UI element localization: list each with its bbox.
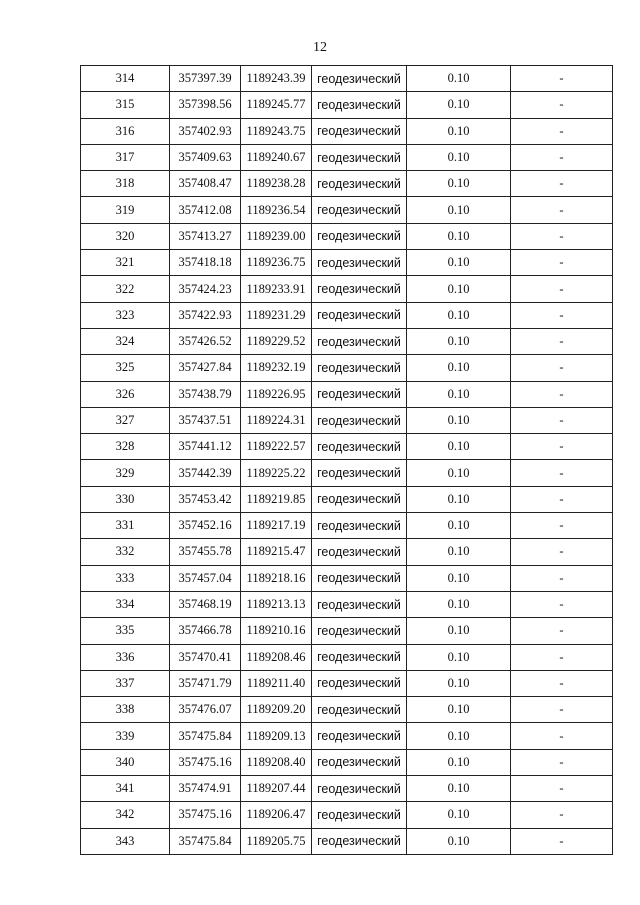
method-cell: геодезический	[312, 250, 407, 276]
accuracy-cell: 0.10	[407, 749, 511, 775]
accuracy-cell: 0.10	[407, 486, 511, 512]
table-row	[81, 618, 613, 644]
note-cell: -	[511, 539, 613, 565]
note-cell: -	[511, 644, 613, 670]
point-number-cell: 340	[81, 749, 170, 775]
note-cell: -	[511, 723, 613, 749]
note-cell: -	[511, 144, 613, 170]
table-row	[81, 197, 613, 223]
y-coordinate-cell: 1189238.28	[241, 171, 312, 197]
note-cell: -	[511, 92, 613, 118]
table-row	[81, 171, 613, 197]
y-coordinate-cell: 1189231.29	[241, 302, 312, 328]
accuracy-cell: 0.10	[407, 250, 511, 276]
method-cell: геодезический	[312, 407, 407, 433]
accuracy-cell: 0.10	[407, 328, 511, 354]
method-cell: геодезический	[312, 749, 407, 775]
note-cell: -	[511, 434, 613, 460]
y-coordinate-cell: 1189239.00	[241, 223, 312, 249]
x-coordinate-cell: 357441.12	[170, 434, 241, 460]
y-coordinate-cell: 1189213.13	[241, 591, 312, 617]
y-coordinate-cell: 1189205.75	[241, 828, 312, 854]
accuracy-cell: 0.10	[407, 828, 511, 854]
accuracy-cell: 0.10	[407, 381, 511, 407]
y-coordinate-cell: 1189210.16	[241, 618, 312, 644]
accuracy-cell: 0.10	[407, 355, 511, 381]
table-row	[81, 144, 613, 170]
x-coordinate-cell: 357438.79	[170, 381, 241, 407]
y-coordinate-cell: 1189243.75	[241, 118, 312, 144]
accuracy-cell: 0.10	[407, 66, 511, 92]
x-coordinate-cell: 357475.16	[170, 802, 241, 828]
method-cell: геодезический	[312, 434, 407, 460]
x-coordinate-cell: 357453.42	[170, 486, 241, 512]
point-number-cell: 335	[81, 618, 170, 644]
method-cell: геодезический	[312, 539, 407, 565]
method-cell: геодезический	[312, 144, 407, 170]
note-cell: -	[511, 302, 613, 328]
note-cell: -	[511, 171, 613, 197]
y-coordinate-cell: 1189209.20	[241, 697, 312, 723]
x-coordinate-cell: 357442.39	[170, 460, 241, 486]
y-coordinate-cell: 1189209.13	[241, 723, 312, 749]
note-cell: -	[511, 66, 613, 92]
y-coordinate-cell: 1189211.40	[241, 670, 312, 696]
method-cell: геодезический	[312, 171, 407, 197]
y-coordinate-cell: 1189240.67	[241, 144, 312, 170]
point-number-cell: 343	[81, 828, 170, 854]
point-number-cell: 341	[81, 776, 170, 802]
accuracy-cell: 0.10	[407, 144, 511, 170]
x-coordinate-cell: 357471.79	[170, 670, 241, 696]
table-row	[81, 355, 613, 381]
note-cell: -	[511, 460, 613, 486]
accuracy-cell: 0.10	[407, 197, 511, 223]
x-coordinate-cell: 357408.47	[170, 171, 241, 197]
point-number-cell: 318	[81, 171, 170, 197]
x-coordinate-cell: 357457.04	[170, 565, 241, 591]
table-row	[81, 697, 613, 723]
table-row	[81, 118, 613, 144]
coordinates-table-body	[81, 66, 613, 855]
method-cell: геодезический	[312, 565, 407, 591]
method-cell: геодезический	[312, 618, 407, 644]
y-coordinate-cell: 1189243.39	[241, 66, 312, 92]
note-cell: -	[511, 276, 613, 302]
table-row	[81, 434, 613, 460]
point-number-cell: 316	[81, 118, 170, 144]
x-coordinate-cell: 357455.78	[170, 539, 241, 565]
point-number-cell: 327	[81, 407, 170, 433]
note-cell: -	[511, 328, 613, 354]
point-number-cell: 336	[81, 644, 170, 670]
accuracy-cell: 0.10	[407, 407, 511, 433]
accuracy-cell: 0.10	[407, 618, 511, 644]
x-coordinate-cell: 357475.84	[170, 828, 241, 854]
y-coordinate-cell: 1189224.31	[241, 407, 312, 433]
note-cell: -	[511, 697, 613, 723]
accuracy-cell: 0.10	[407, 92, 511, 118]
accuracy-cell: 0.10	[407, 223, 511, 249]
method-cell: геодезический	[312, 66, 407, 92]
x-coordinate-cell: 357412.08	[170, 197, 241, 223]
point-number-cell: 342	[81, 802, 170, 828]
table-row	[81, 828, 613, 854]
table-row	[81, 223, 613, 249]
table-row	[81, 328, 613, 354]
table-row	[81, 407, 613, 433]
y-coordinate-cell: 1189229.52	[241, 328, 312, 354]
table-row	[81, 670, 613, 696]
table-row	[81, 460, 613, 486]
table-row	[81, 776, 613, 802]
point-number-cell: 329	[81, 460, 170, 486]
x-coordinate-cell: 357470.41	[170, 644, 241, 670]
accuracy-cell: 0.10	[407, 670, 511, 696]
table-row	[81, 539, 613, 565]
y-coordinate-cell: 1189206.47	[241, 802, 312, 828]
y-coordinate-cell: 1189219.85	[241, 486, 312, 512]
x-coordinate-cell: 357402.93	[170, 118, 241, 144]
note-cell: -	[511, 513, 613, 539]
table-row	[81, 644, 613, 670]
x-coordinate-cell: 357413.27	[170, 223, 241, 249]
coordinates-table	[80, 65, 613, 855]
accuracy-cell: 0.10	[407, 460, 511, 486]
note-cell: -	[511, 223, 613, 249]
x-coordinate-cell: 357476.07	[170, 697, 241, 723]
accuracy-cell: 0.10	[407, 802, 511, 828]
accuracy-cell: 0.10	[407, 539, 511, 565]
method-cell: геодезический	[312, 591, 407, 617]
point-number-cell: 317	[81, 144, 170, 170]
y-coordinate-cell: 1189207.44	[241, 776, 312, 802]
accuracy-cell: 0.10	[407, 513, 511, 539]
table-row	[81, 302, 613, 328]
y-coordinate-cell: 1189233.91	[241, 276, 312, 302]
note-cell: -	[511, 355, 613, 381]
x-coordinate-cell: 357468.19	[170, 591, 241, 617]
method-cell: геодезический	[312, 355, 407, 381]
y-coordinate-cell: 1189208.40	[241, 749, 312, 775]
y-coordinate-cell: 1189236.75	[241, 250, 312, 276]
table-row	[81, 802, 613, 828]
method-cell: геодезический	[312, 723, 407, 749]
method-cell: геодезический	[312, 302, 407, 328]
note-cell: -	[511, 250, 613, 276]
method-cell: геодезический	[312, 776, 407, 802]
table-row	[81, 381, 613, 407]
point-number-cell: 337	[81, 670, 170, 696]
y-coordinate-cell: 1189245.77	[241, 92, 312, 118]
point-number-cell: 323	[81, 302, 170, 328]
method-cell: геодезический	[312, 513, 407, 539]
note-cell: -	[511, 828, 613, 854]
x-coordinate-cell: 357422.93	[170, 302, 241, 328]
note-cell: -	[511, 486, 613, 512]
method-cell: геодезический	[312, 276, 407, 302]
method-cell: геодезический	[312, 118, 407, 144]
point-number-cell: 332	[81, 539, 170, 565]
note-cell: -	[511, 381, 613, 407]
point-number-cell: 325	[81, 355, 170, 381]
method-cell: геодезический	[312, 802, 407, 828]
point-number-cell: 320	[81, 223, 170, 249]
point-number-cell: 330	[81, 486, 170, 512]
accuracy-cell: 0.10	[407, 591, 511, 617]
point-number-cell: 322	[81, 276, 170, 302]
y-coordinate-cell: 1189232.19	[241, 355, 312, 381]
note-cell: -	[511, 802, 613, 828]
y-coordinate-cell: 1189225.22	[241, 460, 312, 486]
x-coordinate-cell: 357409.63	[170, 144, 241, 170]
x-coordinate-cell: 357397.39	[170, 66, 241, 92]
point-number-cell: 339	[81, 723, 170, 749]
table-row	[81, 276, 613, 302]
y-coordinate-cell: 1189208.46	[241, 644, 312, 670]
accuracy-cell: 0.10	[407, 434, 511, 460]
note-cell: -	[511, 197, 613, 223]
x-coordinate-cell: 357466.78	[170, 618, 241, 644]
x-coordinate-cell: 357427.84	[170, 355, 241, 381]
table-row	[81, 250, 613, 276]
accuracy-cell: 0.10	[407, 697, 511, 723]
x-coordinate-cell: 357452.16	[170, 513, 241, 539]
accuracy-cell: 0.10	[407, 565, 511, 591]
note-cell: -	[511, 749, 613, 775]
point-number-cell: 333	[81, 565, 170, 591]
point-number-cell: 328	[81, 434, 170, 460]
table-row	[81, 92, 613, 118]
method-cell: геодезический	[312, 92, 407, 118]
table-row	[81, 565, 613, 591]
accuracy-cell: 0.10	[407, 302, 511, 328]
point-number-cell: 321	[81, 250, 170, 276]
method-cell: геодезический	[312, 381, 407, 407]
method-cell: геодезический	[312, 644, 407, 670]
method-cell: геодезический	[312, 670, 407, 696]
method-cell: геодезический	[312, 223, 407, 249]
point-number-cell: 334	[81, 591, 170, 617]
point-number-cell: 331	[81, 513, 170, 539]
note-cell: -	[511, 776, 613, 802]
x-coordinate-cell: 357475.16	[170, 749, 241, 775]
point-number-cell: 326	[81, 381, 170, 407]
accuracy-cell: 0.10	[407, 276, 511, 302]
page-number: 12	[313, 40, 327, 55]
table-row	[81, 749, 613, 775]
method-cell: геодезический	[312, 828, 407, 854]
note-cell: -	[511, 565, 613, 591]
table-row	[81, 66, 613, 92]
method-cell: геодезический	[312, 486, 407, 512]
table-row	[81, 486, 613, 512]
x-coordinate-cell: 357437.51	[170, 407, 241, 433]
accuracy-cell: 0.10	[407, 723, 511, 749]
point-number-cell: 319	[81, 197, 170, 223]
y-coordinate-cell: 1189218.16	[241, 565, 312, 591]
accuracy-cell: 0.10	[407, 644, 511, 670]
table-row	[81, 513, 613, 539]
point-number-cell: 315	[81, 92, 170, 118]
x-coordinate-cell: 357475.84	[170, 723, 241, 749]
x-coordinate-cell: 357426.52	[170, 328, 241, 354]
point-number-cell: 338	[81, 697, 170, 723]
method-cell: геодезический	[312, 460, 407, 486]
note-cell: -	[511, 118, 613, 144]
point-number-cell: 324	[81, 328, 170, 354]
method-cell: геодезический	[312, 328, 407, 354]
accuracy-cell: 0.10	[407, 118, 511, 144]
method-cell: геодезический	[312, 697, 407, 723]
method-cell: геодезический	[312, 197, 407, 223]
note-cell: -	[511, 670, 613, 696]
table-row	[81, 591, 613, 617]
y-coordinate-cell: 1189215.47	[241, 539, 312, 565]
note-cell: -	[511, 407, 613, 433]
x-coordinate-cell: 357398.56	[170, 92, 241, 118]
x-coordinate-cell: 357474.91	[170, 776, 241, 802]
table-row	[81, 723, 613, 749]
accuracy-cell: 0.10	[407, 171, 511, 197]
y-coordinate-cell: 1189236.54	[241, 197, 312, 223]
y-coordinate-cell: 1189222.57	[241, 434, 312, 460]
x-coordinate-cell: 357424.23	[170, 276, 241, 302]
y-coordinate-cell: 1189217.19	[241, 513, 312, 539]
x-coordinate-cell: 357418.18	[170, 250, 241, 276]
note-cell: -	[511, 591, 613, 617]
y-coordinate-cell: 1189226.95	[241, 381, 312, 407]
accuracy-cell: 0.10	[407, 776, 511, 802]
point-number-cell: 314	[81, 66, 170, 92]
note-cell: -	[511, 618, 613, 644]
